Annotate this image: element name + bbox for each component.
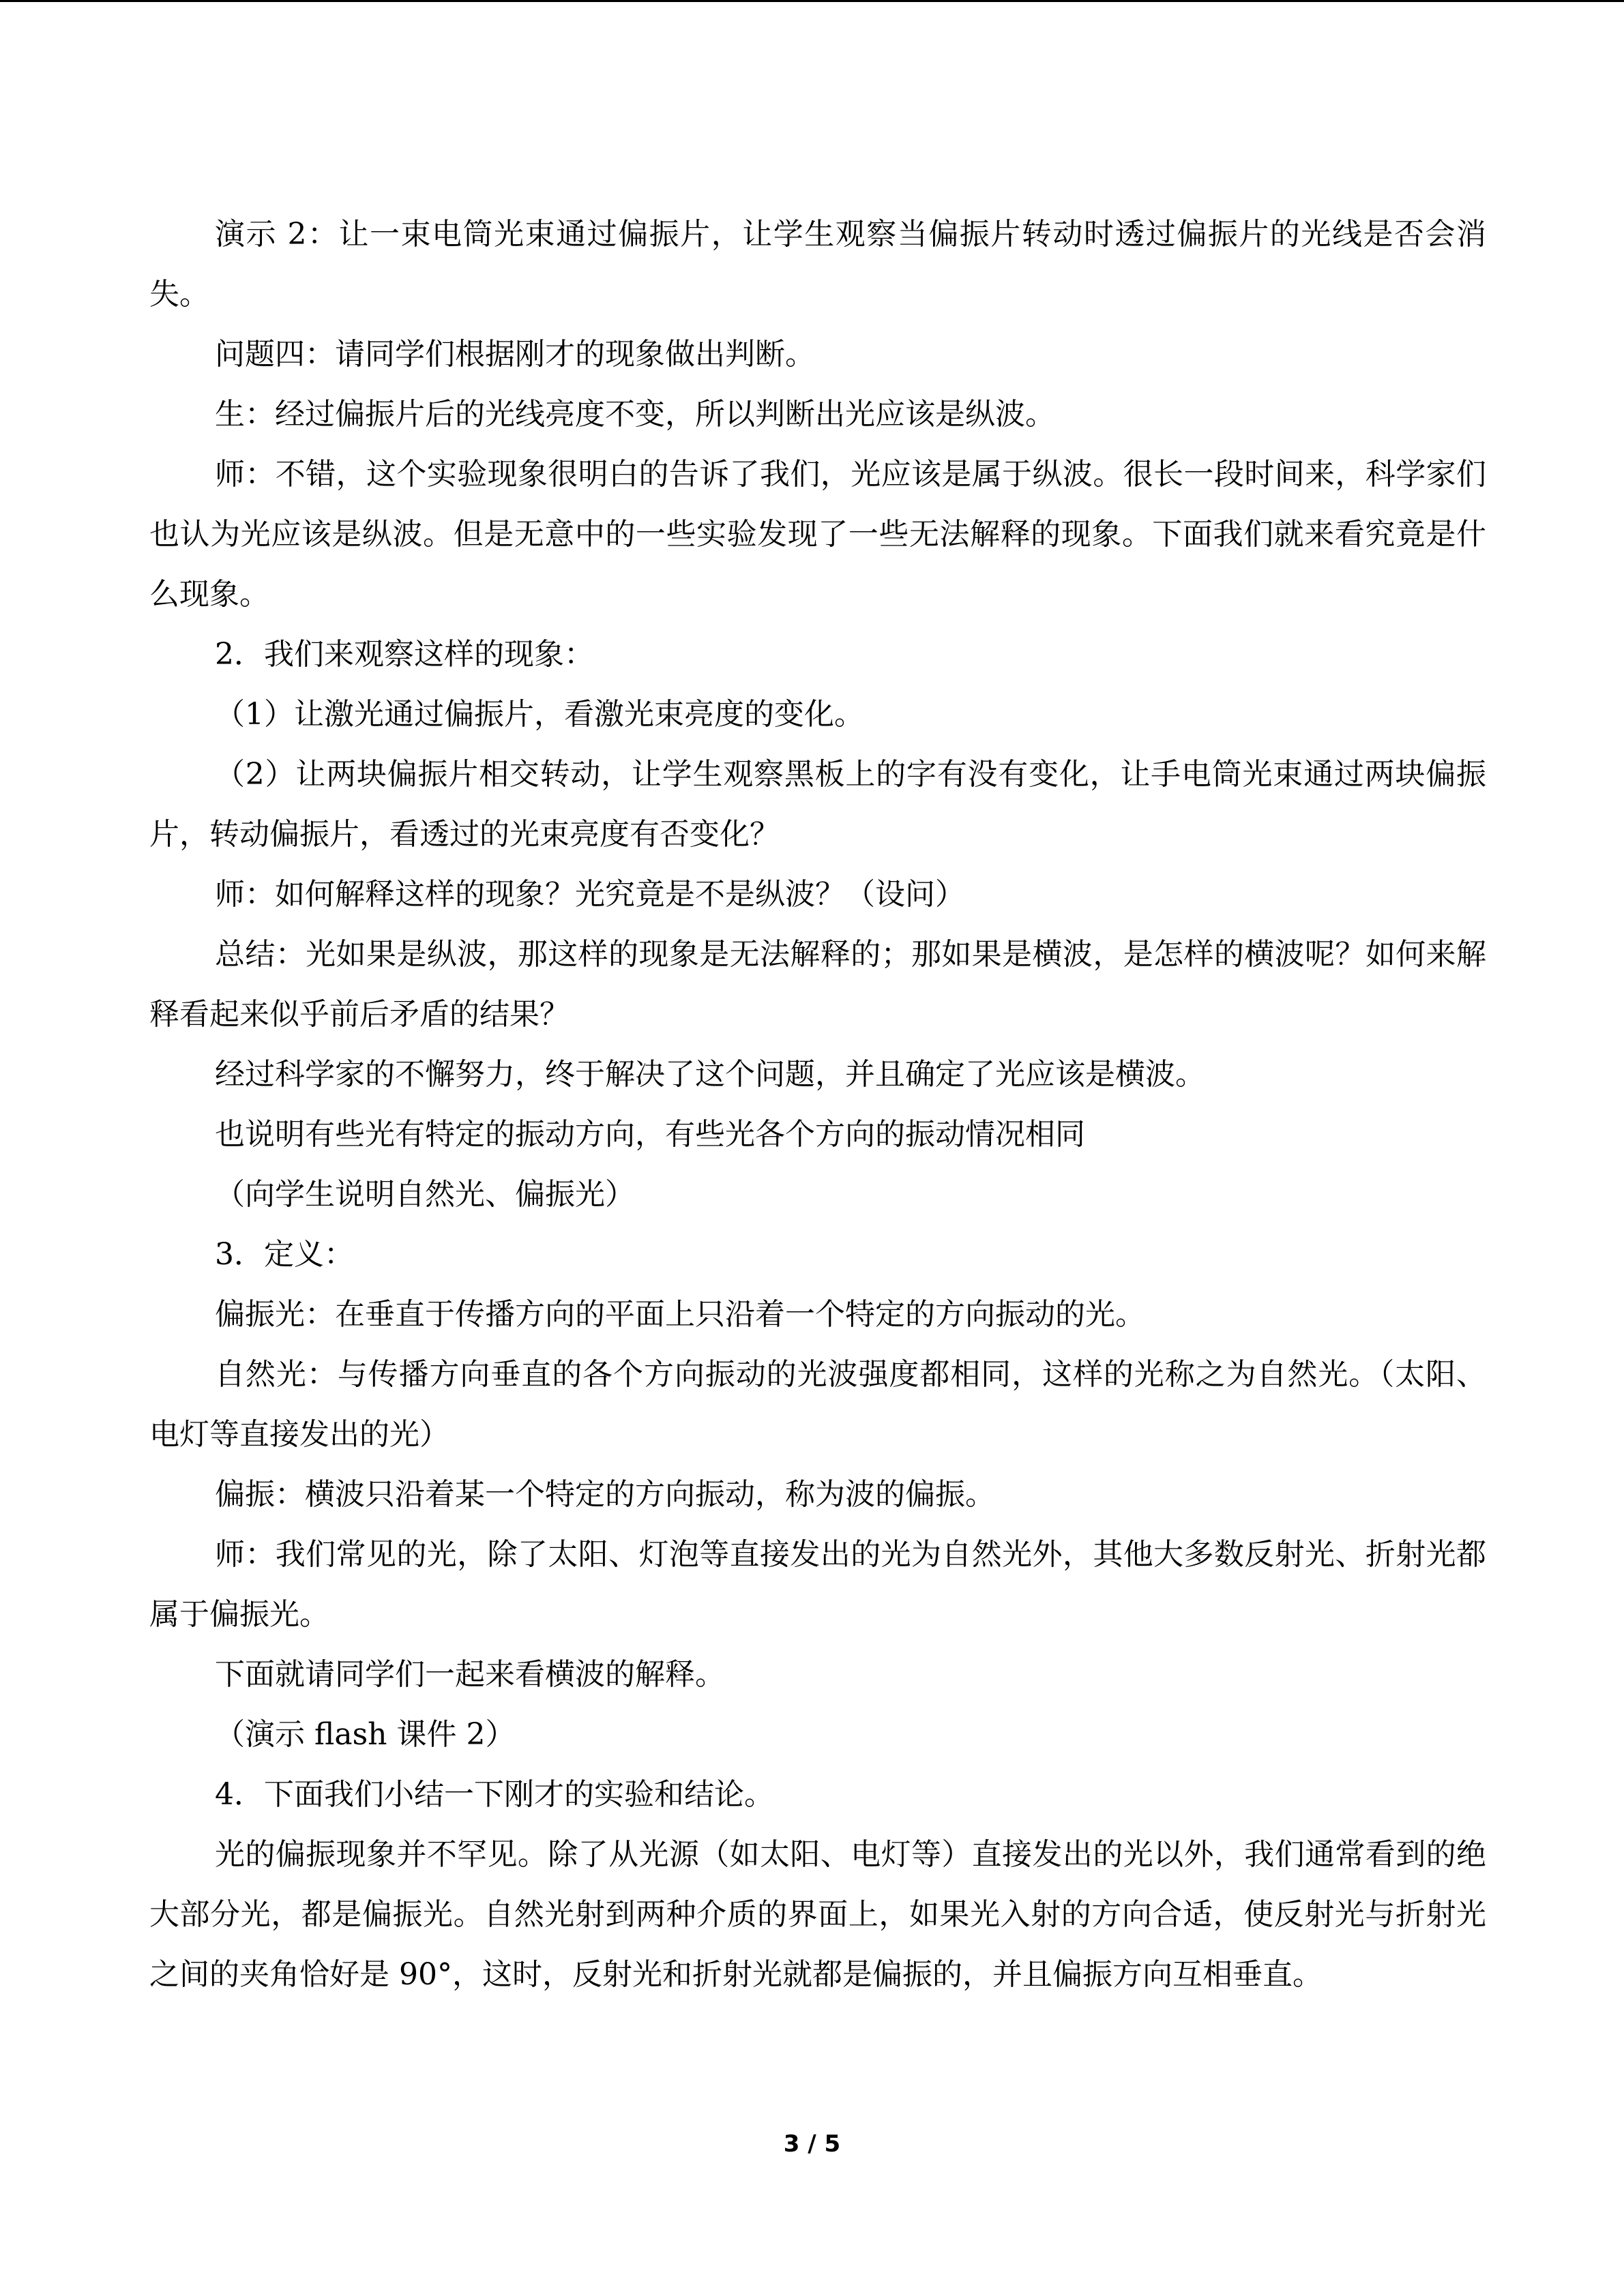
paragraph-section-3-heading: 3．定义： — [215, 1237, 354, 1272]
paragraph-definition-natural: 自然光：与传播方向垂直的各个方向振动的光波强度都相同，这样的光称之为自然光。（太阳、电灯等直接发出的光） — [149, 1357, 1486, 1452]
paragraph-summary: 总结：光如果是纵波，那这样的现象是无法解释的；那如果是横波，是怎样的横波呢？如何来解释看起来似乎前后矛盾的结果？ — [149, 937, 1486, 1032]
paragraph-teacher-comment: 师：不错，这个实验现象很明白的告诉了我们，光应该是属于纵波。很长一段时间来，科学家们也认为光应该是纵波。但是无意中的一些实验发现了一些无法解释的现象。下面我们就来看究竟是什么现象。 — [149, 457, 1486, 612]
paragraph-student-answer: 生：经过偏振片后的光线亮度不变，所以判断出光应该是纵波。 — [215, 397, 1055, 432]
paragraph-question-4: 问题四：请同学们根据刚才的现象做出判断。 — [215, 337, 815, 372]
paragraph-section-2-heading: 2．我们来观察这样的现象： — [215, 637, 594, 672]
paragraph-teacher-question: 师：如何解释这样的现象？光究竟是不是纵波？（设问） — [215, 877, 965, 912]
paragraph-conclusion: 经过科学家的不懈努力，终于解决了这个问题，并且确定了光应该是横波。 — [215, 1057, 1205, 1092]
paragraph-transverse-intro: 下面就请同学们一起来看横波的解释。 — [215, 1657, 725, 1692]
paragraph-vibration-note: 也说明有些光有特定的振动方向，有些光各个方向的振动情况相同 — [215, 1117, 1085, 1152]
paragraph-final-summary: 光的偏振现象并不罕见。除了从光源（如太阳、电灯等）直接发出的光以外，我们通常看到的绝大部分光，都是偏振光。自然光射到两种介质的界面上，如果光入射的方向合适，使反射光与折射光之间的夹角恰好是 90°，这时，反射光和折射光就都是偏振的，并且偏振方向互相垂直。 — [149, 1837, 1486, 1992]
paragraph-flash-demo: （演示 flash 课件 2） — [215, 1717, 516, 1752]
paragraph-definition-polarized: 偏振光：在垂直于传播方向的平面上只沿着一个特定的方向振动的光。 — [215, 1297, 1145, 1332]
top-border-line — [0, 0, 1624, 2]
paragraph-explain-note: （向学生说明自然光、偏振光） — [215, 1177, 635, 1212]
paragraph-step-2: （2）让两块偏振片相交转动，让学生观察黑板上的字有没有变化，让手电筒光束通过两块偏振片，转动偏振片，看透过的光束亮度有否变化？ — [149, 757, 1486, 852]
paragraph-teacher-common-light: 师：我们常见的光，除了太阳、灯泡等直接发出的光为自然光外，其他大多数反射光、折射光都属于偏振光。 — [149, 1537, 1486, 1632]
paragraph-demo-2: 演示 2：让一束电筒光束通过偏振片，让学生观察当偏振片转动时透过偏振片的光线是否会消失。 — [149, 217, 1486, 312]
page-number: 3 / 5 — [783, 2130, 841, 2158]
paragraph-definition-polarization: 偏振：横波只沿着某一个特定的方向振动，称为波的偏振。 — [215, 1477, 995, 1512]
paragraph-step-1: （1）让激光通过偏振片，看激光束亮度的变化。 — [215, 697, 864, 732]
paragraph-section-4-heading: 4．下面我们小结一下刚才的实验和结论。 — [215, 1777, 774, 1812]
document-body — [149, 205, 1486, 2005]
